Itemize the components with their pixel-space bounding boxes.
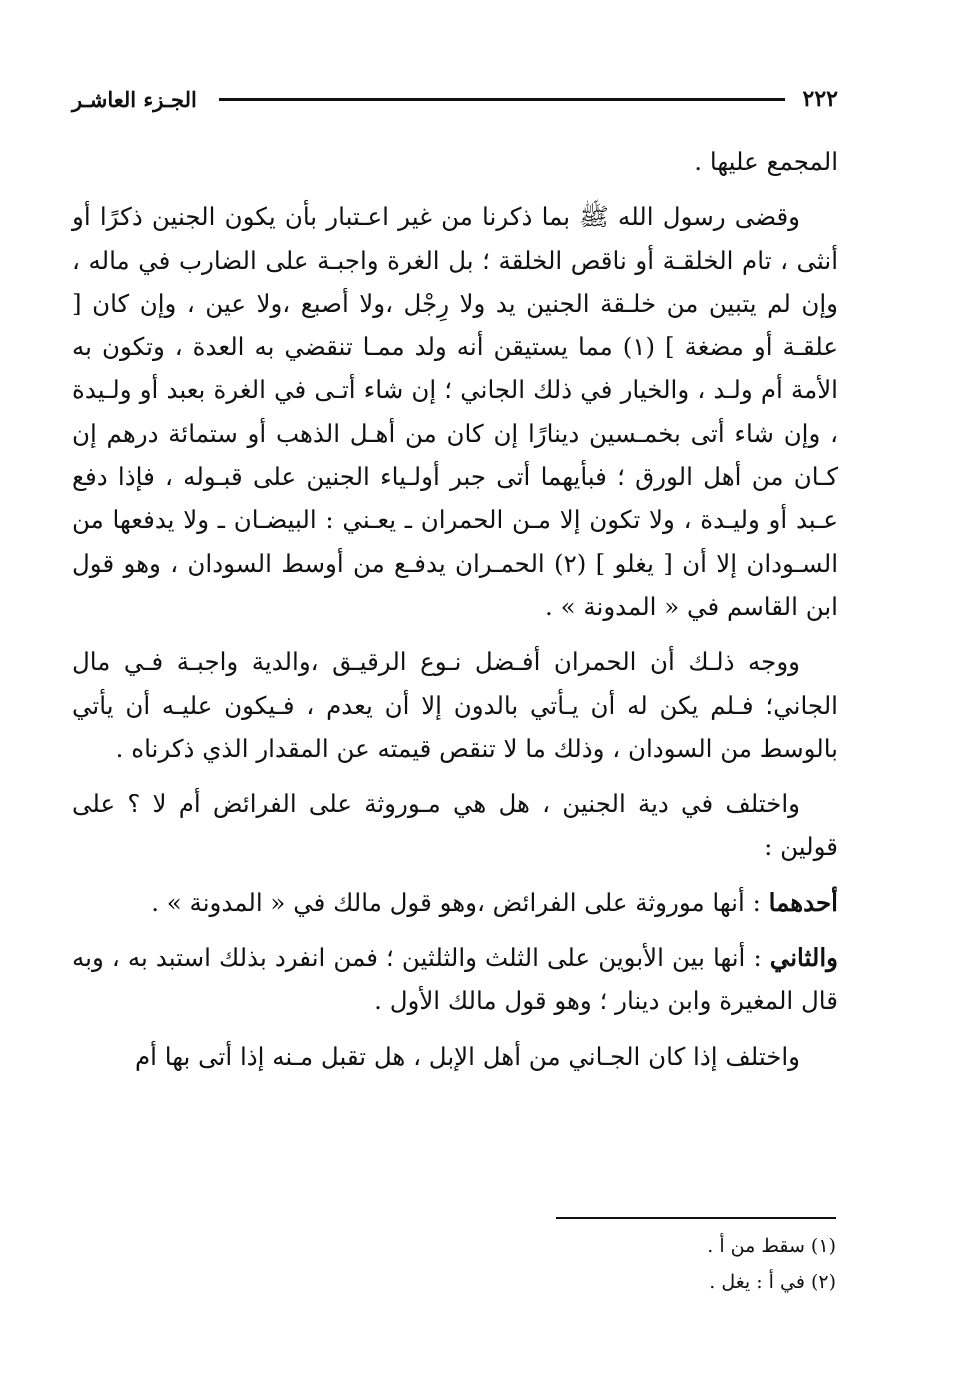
first-opinion-text: : أنها موروثة على الفرائض ،وهو قول مالك في « المدونة » . bbox=[151, 887, 769, 917]
body-text bbox=[72, 140, 838, 1090]
footnote-2: (٢) في أ : يغل . bbox=[709, 1271, 836, 1293]
paragraph-first-opinion bbox=[72, 881, 838, 924]
header-rule bbox=[219, 98, 785, 101]
paragraph-second-opinion bbox=[72, 936, 838, 1023]
paragraph-continuation: المجمع عليها . bbox=[694, 147, 838, 176]
running-head: الجـزء العاشـر bbox=[72, 86, 197, 112]
paragraph-ruling: وقضى رسول الله ﷺ بما ذكرنا من غير اعـتبار بأن يكون الجنين ذكرًا أو أنثى ، تام الخلقـة أو ناقص الخلقة ؛ بل الغرة واجبـة على الضارب في ماله ، وإن لم يتبين من خلـقة الجنين يد ولا رِجْل ،ولا أصبع ،ولا عين ، وإن كان [ علقـة أو مضغة ] (١) مما يستيقن أنه ولد ممـا تنقضي به العدة ، وتكون به الأمة أم ولـد ، والخيار في ذلك الجاني ؛ إن شاء أتـى في الغرة بعبد أو ولـيدة ، وإن شاء أتى بخمـسين دينارًا إن كان من أهـل الذهب أو ستمائة درهم إن كـان من أهل الورق ؛ فبأيهما أتى جبر أولـياء الجنين على قبـوله ، فإذا دفع عـبد أو وليـدة ، ولا تكون إلا مـن الحمران ـ يعـني : البيضـان ـ ولا يدفعها من السـودان إلا أن [ يغلو ] (٢) الحمـران يدفـع من أوسط السودان ، وهو قول ابن القاسم في « المدونة » . bbox=[72, 202, 839, 621]
footnotes bbox=[400, 1228, 836, 1300]
second-opinion-term: والثاني bbox=[769, 943, 838, 973]
paragraph-camel-question: واختلف إذا كان الجـاني من أهل الإبل ، هل تقبل مـنه إذا أتى بها أم bbox=[135, 1041, 800, 1071]
page-number: ٢٢٢ bbox=[802, 86, 838, 112]
footnote-1: (١) سقط من أ . bbox=[707, 1235, 836, 1257]
second-opinion-text: : أنها بين الأبوين على الثلث والثلثين ؛ فمن انفرد بذلك استبد به ، وبه قال المغيرة وابن دينار ؛ وهو قول مالك الأول . bbox=[72, 943, 838, 1016]
paragraph-reasoning: ووجه ذلـك أن الحمران أفـضل نـوع الرقيـق ،والدية واجبـة فـي مال الجاني؛ فـلم يكن له أن يـأتي بالدون إلا أن يعدم ، فـيكون عليـه أن يأتي بالوسط من السودان ، وذلك ما لا تنقص قيمته عن المقدار الذي ذكرناه . bbox=[72, 647, 838, 763]
footnote-rule bbox=[556, 1217, 836, 1219]
first-opinion-term: أحدهما bbox=[768, 887, 838, 917]
page-header bbox=[72, 82, 838, 116]
paragraph-disagreement: واختلف في دية الجنين ، هل هي مـوروثة على الفرائض أم لا ؟ على قولين : bbox=[72, 789, 838, 862]
